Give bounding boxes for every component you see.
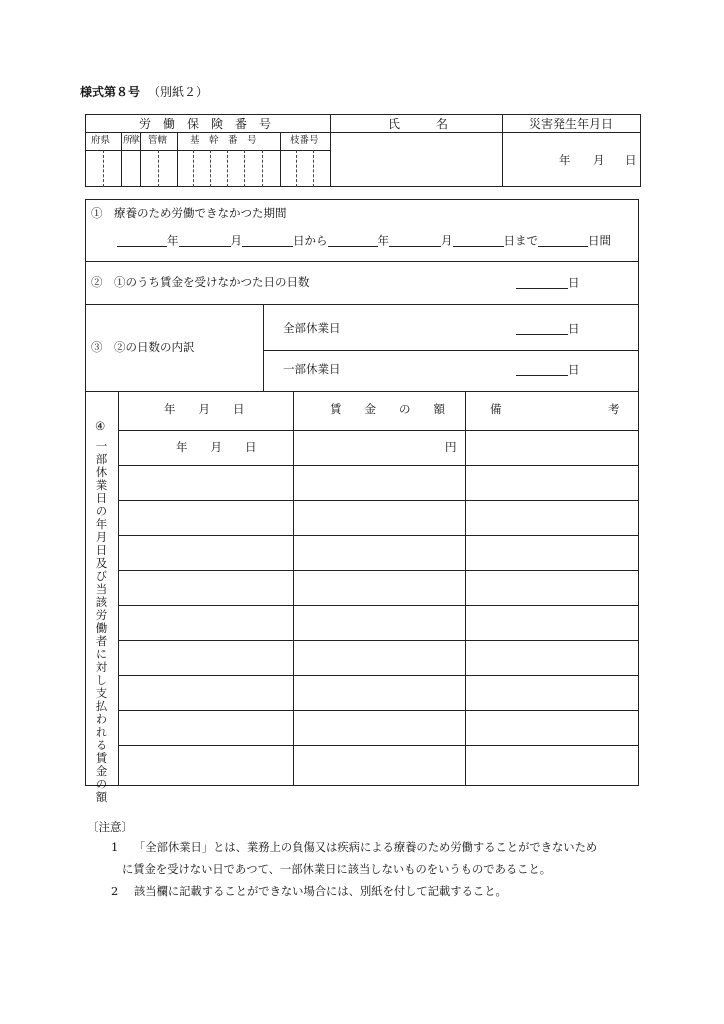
note1-line1: 「全部休業日」とは、業務上の負傷又は疾病による療養のため労働することができないため [134, 841, 598, 854]
col-remarks-header-2: 考 [608, 402, 620, 416]
col-remarks-header-1: 備 [490, 402, 502, 416]
note2-line1: 該当欄に記載することができない場合には、別紙を付して記載すること。 [134, 885, 507, 898]
full-leave-label: 全部休業日 [283, 321, 341, 335]
section2-days: 日 [516, 277, 580, 289]
form-number: 様式第８号 [80, 85, 141, 99]
note2-number: 2 [111, 884, 119, 898]
sub-office: 管轄 [148, 135, 168, 146]
sub-prefecture: 府県 [91, 135, 111, 146]
col-wage-header: 賃 金 の 額 [330, 402, 445, 416]
section1-period-line: 年 月 日から 年 月 日まで 日間 [117, 235, 611, 247]
col-date-header: 年 月 日 [164, 402, 245, 416]
disaster-year: 年 [559, 153, 571, 167]
sub-jurisdiction: 所掌 [123, 135, 139, 146]
disaster-day: 日 [625, 153, 637, 167]
name-label: 氏 名 [388, 117, 449, 131]
partial-leave-label: 一部休業日 [283, 362, 341, 376]
attachment-label: （別紙２） [148, 85, 209, 99]
partial-leave-days: 日 [516, 364, 580, 376]
section4-vertical-label: 一部休業日の年月日及び当該労働者に対し支払われる賃金の額 [94, 440, 109, 804]
full-leave-days: 日 [516, 323, 580, 335]
section3-label: ③ ②の日数の内訳 [91, 340, 195, 354]
disaster-month: 月 [593, 153, 605, 167]
insurance-number-label: 労 働 保 険 番 号 [139, 117, 272, 131]
notes-heading: 〔注意〕 [87, 820, 133, 834]
section2-label: ② ①のうち賃金を受けなかつた日の日数 [91, 275, 310, 289]
sub-base-number: 基 幹 番 号 [190, 135, 257, 146]
disaster-date-label: 災害発生年月日 [529, 117, 614, 131]
first-row-yen: 円 [445, 440, 457, 454]
sub-branch-number: 枝番号 [290, 135, 319, 146]
section4-number: ④ [95, 419, 106, 433]
note1-line2: に賃金を受けない日であつて、一部休業日に該当しないものをいうものであること。 [122, 863, 552, 876]
section1-label: ① 療養のため労働できなかつた期間 [91, 206, 287, 220]
note1-number: 1 [111, 840, 119, 854]
first-row-date: 年 月 日 [176, 440, 257, 454]
